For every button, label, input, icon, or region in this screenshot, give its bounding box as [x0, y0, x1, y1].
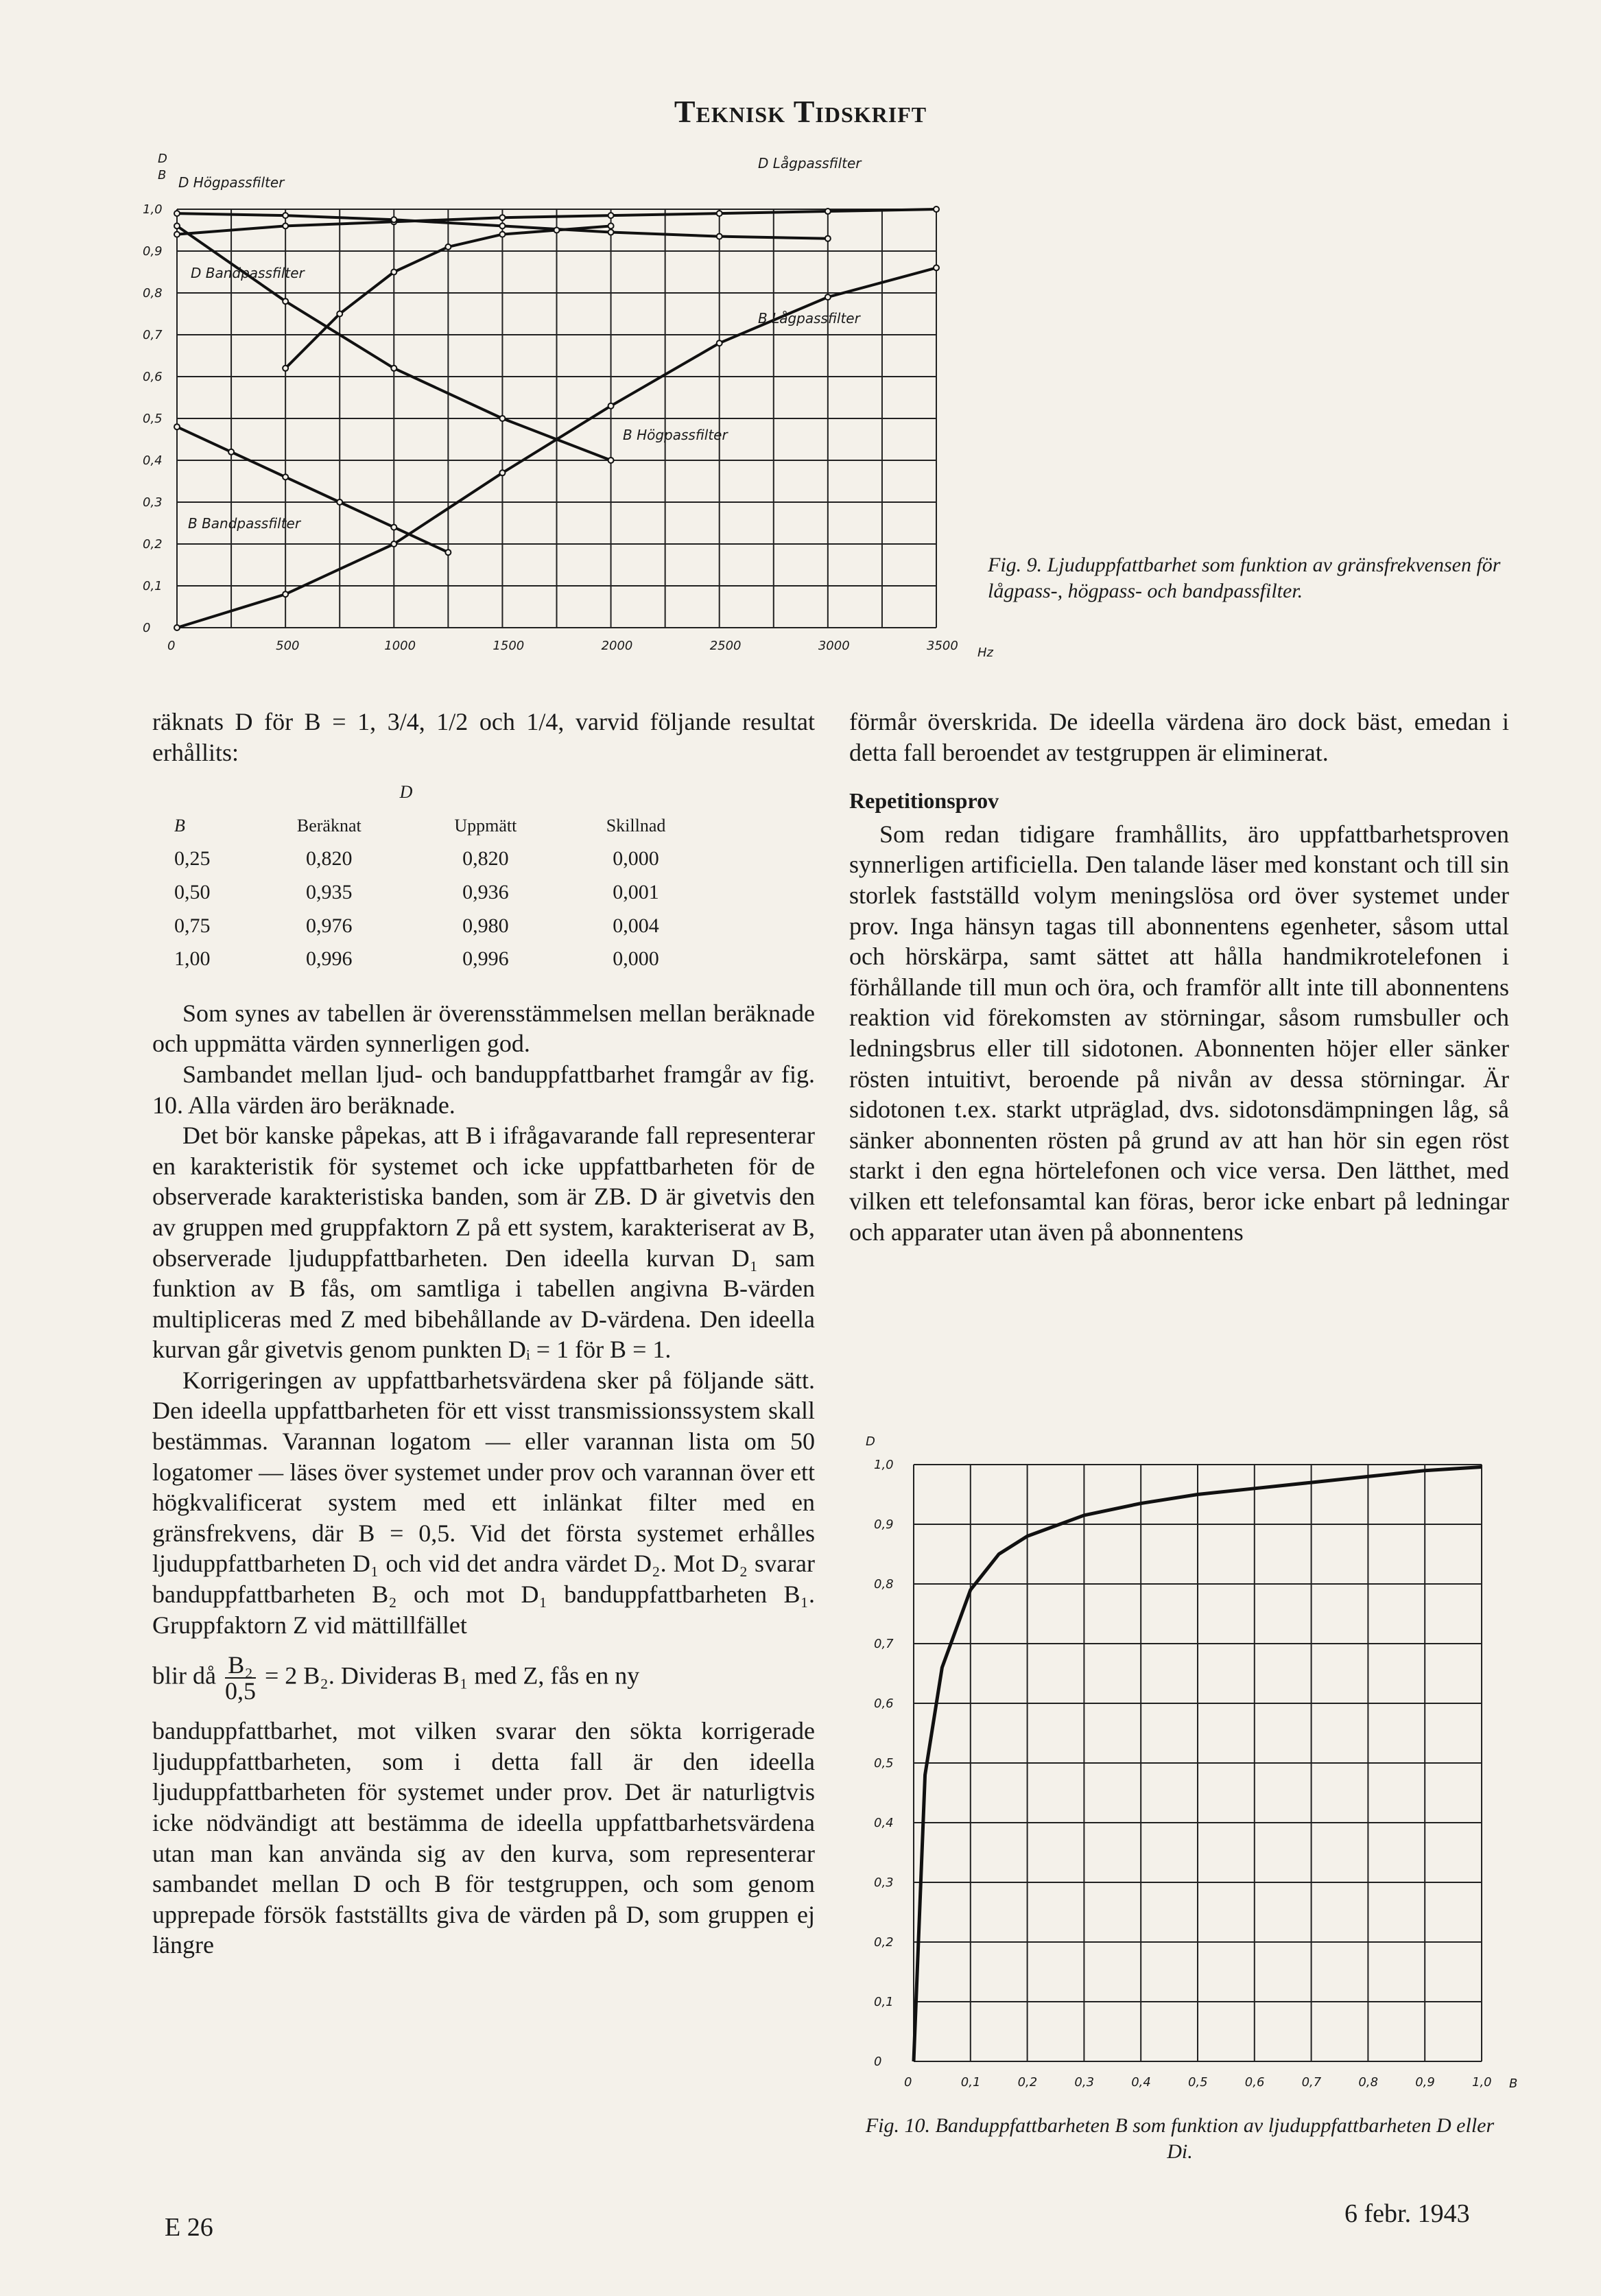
fig9-y-title-b: B: [158, 168, 167, 182]
fig9-caption-num: Fig. 9.: [988, 554, 1043, 576]
fig10-x-tick: 0,5: [1188, 2075, 1208, 2090]
left-p3: Sambandet mellan ljud- och banduppfattbarhet framgår av fig. 10. Alla värden äro beräknade.: [152, 1060, 815, 1119]
label-b-lagpass: B Lågpassfilter: [758, 310, 860, 327]
cell-b: 0,75: [174, 914, 211, 937]
fig9-x-tick: 2000: [601, 639, 633, 653]
fig9-point: [174, 232, 180, 237]
fig9-chart: [137, 147, 1001, 683]
fig9-point: [391, 541, 396, 547]
journal-title: Teknisk Tidskrift: [674, 94, 927, 129]
fig10-y-tick: 0,6: [874, 1696, 894, 1711]
fig10-y-tick: 0,3: [874, 1875, 894, 1890]
fig9-y-tick: 0,8: [143, 286, 163, 300]
fig9-point: [174, 211, 180, 216]
fig9-point: [825, 209, 831, 214]
fig10-y-tick: 0,7: [874, 1637, 894, 1651]
fig9-point: [499, 232, 505, 237]
fig10-x-tick: 0,4: [1131, 2075, 1151, 2090]
fig9-caption-text: Ljuduppfattbarhet som funktion av gränsfrekvensen för lågpass-, högpass- och bandpassfilter.: [988, 554, 1501, 602]
label-d-hogpass: D Högpassfilter: [178, 174, 285, 191]
fig10-caption-text: Banduppfattbarheten B som funktion av ljuduppfattbarheten D eller Di.: [935, 2114, 1495, 2163]
th-b: B: [174, 815, 185, 836]
th-d: D: [399, 782, 413, 803]
cell-skill: 0,000: [613, 847, 659, 871]
fig10-y-tick: 1,0: [874, 1458, 894, 1472]
label-b-bandpass: B Bandpassfilter: [188, 515, 301, 532]
cell-b: 1,00: [174, 947, 211, 971]
fig9-point: [608, 458, 614, 463]
fig9-point: [283, 223, 288, 228]
fig10-x-tick: 1,0: [1472, 2075, 1492, 2090]
cell-ber: 0,820: [306, 847, 353, 871]
equation-line: [152, 1653, 815, 1703]
left-p6: banduppfattbarhet, mot vilken svarar den sökta korrigerade ljuduppfattbarheten, som i detta fall är den ideella ljuduppfattbarheten för systemet under prov. Det är naturligtvis icke nödvändigt att bestämma de ideella uppfattbarhetsvärdena utan man kan använda sig av den kurva, som representerar sambandet mellan D och B för testgruppen, och som genom upprepade försök fastställts giva de värden på D, som gruppen ej längre: [152, 1717, 815, 1959]
fig9-caption: [988, 552, 1509, 604]
fig9-point: [608, 223, 614, 228]
section-heading: Repetitionsprov: [849, 788, 999, 814]
fig9-point: [228, 449, 234, 455]
fig9-x-tick: 3000: [818, 639, 850, 653]
fig10-x-tick: 0,8: [1358, 2075, 1379, 2090]
cell-ber: 0,935: [306, 880, 353, 903]
issue-date: 6 febr. 1943: [1344, 2199, 1470, 2228]
fig10-x-tick: 0,2: [1017, 2075, 1038, 2090]
fig9-y-tick: 0,3: [143, 495, 163, 510]
left-p4: Det bör kanske påpekas, att B i ifrågavarande fall representerar en karakteristik för systemet och icke uppfattbarheten för de observerade karakteristiska banden, som är ZB. D är givetvis den av gruppen med gruppfaktorn Z på ett system, karakteriserat av B, observerade ljuduppfattbarheten. Den ideella kurvan D₁ sam funktion av B fås, om samtliga i tabellen angivna B-värden multipliceras med Z med bibehållande av D-värdena. Den ideella kurvan går givetvis genom punkten Dᵢ = 1 för B = 1.: [152, 1122, 815, 1364]
th-upp: Uppmätt: [454, 815, 517, 836]
fig10-chart: [851, 1430, 1523, 2103]
fig9-point: [499, 215, 505, 220]
fig9-x-unit: Hz: [977, 646, 993, 660]
cell-skill: 0,004: [613, 914, 659, 937]
fig9-point: [717, 340, 722, 346]
fig10-x-title: B: [1509, 2076, 1518, 2091]
fig10-y-tick: 0,4: [874, 1816, 894, 1830]
fig9-point: [283, 591, 288, 597]
fig10-y-tick: 0,9: [874, 1517, 894, 1532]
cell-upp: 0,996: [462, 947, 509, 971]
fig9-point: [391, 525, 396, 530]
fig10-x-tick: 0: [904, 2075, 912, 2090]
left-p2: Som synes av tabellen är överensstämmelsen mellan beräknade och uppmätta värden synnerligen god.: [152, 999, 815, 1058]
fig9-y-tick: 0,2: [143, 537, 163, 552]
eq-pre: blir då: [152, 1661, 216, 1690]
cell-skill: 0,000: [613, 947, 659, 971]
fig10-caption: [851, 2113, 1509, 2165]
fig9-series-b-bandpassfilter: [177, 427, 448, 552]
fig9-point: [391, 217, 396, 222]
fig9-point: [283, 213, 288, 218]
label-b-hogpass: B Högpassfilter: [623, 427, 728, 443]
fig9-y-tick: 1,0: [143, 202, 163, 217]
fig9-x-tick: 2500: [709, 639, 742, 653]
left-p5: Korrigeringen av uppfattbarhetsvärdena sker på följande sätt. Den ideella uppfattbarheten för ett visst transmissionssystem skall bestämmas. Varannan logatom — eller varannan lista om 50 logatomer — läses över systemet under prov och varannan över ett högkvalificerat system med ett inlänkat filter med en gränsfrekvens, där B = 0,5. Vid det första systemet erhålles ljuduppfattbarheten D₁ och vid det andra värdet D₂. Mot D₂ svarar banduppfattbarheten B₂ och mot D₁ banduppfattbarheten B₁. Gruppfaktorn Z vid mättillfället: [152, 1366, 815, 1639]
fig9-y-tick: 0: [143, 621, 151, 635]
th-skill: Skillnad: [606, 815, 666, 836]
fig9-point: [174, 223, 180, 228]
fig9-point: [174, 625, 180, 630]
cell-upp: 0,820: [462, 847, 509, 871]
page-number: E 26: [165, 2213, 213, 2242]
fig10-y-tick: 0,8: [874, 1577, 894, 1591]
eq-num: B₂: [225, 1653, 256, 1679]
cell-ber: 0,976: [306, 914, 353, 937]
table-row: [174, 911, 709, 945]
left-column: [152, 707, 815, 1961]
fig9-point: [554, 228, 560, 233]
fig10-y-tick: 0,2: [874, 1935, 894, 1950]
cell-skill: 0,001: [613, 880, 659, 903]
fig9-point: [445, 244, 451, 250]
eq-post: = 2 B₂. Divideras B₁ med Z, fås en ny: [264, 1661, 640, 1690]
fig9-point: [337, 499, 342, 505]
label-d-lagpass: D Lågpassfilter: [758, 155, 862, 171]
fig10-x-tick: 0,3: [1074, 2075, 1095, 2090]
fig9-x-tick: 3500: [927, 639, 958, 653]
fig9-x-tick: 500: [276, 639, 300, 653]
cell-ber: 0,996: [306, 947, 353, 971]
fig9-point: [283, 298, 288, 304]
eq-den: 0,5: [224, 1677, 256, 1705]
fig9-point: [934, 206, 939, 212]
fig9-x-tick: 0: [167, 639, 176, 653]
fig9-point: [283, 366, 288, 371]
right-p2: Som redan tidigare framhållits, äro uppfattbarhetsproven synnerligen artificiella. Den talande läser med konstant och till sin storlek fastställd volym meningslösa ord över systemet under prov. Inga hänsyn tagas till abonnentens egenheter, såsom uttal och hörskärpa, samt sättet att hålla handmikrotelefonen i förhållande till mun och öra, och framför allt inte till abonnentens reaktion vid förekomsten av störningar, såsom rumsbuller och ledningsbrus eller till sidotonen. Abonnenten höjer eller sänker rösten intuitivt, beroende på nivån av dessa störningar. Är sidotonen t.ex. starkt utpräglad, dvs. sidotonsdämpningen låg, så sänker abonnenten rösten på grund av att han hör sin egen röst starkt i den egna hörtelefonen och vice versa. Den lätthet, med vilken ett telefonsamtal kan föras, beror icke enbart på ledningar och apparater utan även på abonnentens: [849, 820, 1509, 1246]
left-p1: räknats D för B = 1, 3/4, 1/2 och 1/4, varvid följande resultat erhållits:: [152, 708, 815, 766]
fig9-point: [174, 424, 180, 429]
fig9-point: [717, 211, 722, 216]
fig9-point: [337, 311, 342, 317]
fig9-point: [445, 549, 451, 555]
fig9-point: [391, 270, 396, 275]
fig9-y-title-d: D: [158, 152, 167, 166]
right-column: [849, 707, 1509, 1247]
cell-b: 0,25: [174, 847, 211, 871]
table-row: [174, 877, 709, 911]
cell-b: 0,50: [174, 880, 211, 903]
fig9-point: [825, 236, 831, 241]
fig10-caption-num: Fig. 10.: [865, 2114, 930, 2137]
results-table: [174, 777, 709, 978]
fig9-y-tick: 0,7: [143, 328, 163, 342]
fig9-point: [825, 294, 831, 300]
table-row: [174, 844, 709, 877]
fig9-x-tick: 1000: [384, 639, 416, 653]
fig9-point: [391, 366, 396, 371]
fig9-y-tick: 0,6: [143, 370, 163, 384]
fig10-ticks: [874, 1458, 1492, 2090]
eq-fraction: [225, 1653, 256, 1703]
fig10-y-tick: 0: [874, 2055, 882, 2069]
right-p1: förmår överskrida. De ideella värdena äro dock bäst, emedan i detta fall beroendet av testgruppen är eliminerat.: [849, 708, 1509, 766]
fig10-x-tick: 0,6: [1244, 2075, 1265, 2090]
fig9-y-tick: 0,1: [143, 579, 163, 593]
fig9-point: [608, 403, 614, 409]
cell-upp: 0,980: [462, 914, 509, 937]
fig10-y-tick: 0,5: [874, 1756, 894, 1771]
fig9-y-tick: 0,4: [143, 453, 163, 468]
fig9-point: [499, 416, 505, 421]
th-ber: Beräknat: [296, 815, 361, 836]
fig9-point: [717, 234, 722, 239]
fig10-x-tick: 0,9: [1415, 2075, 1435, 2090]
fig10-y-tick: 0,1: [874, 1995, 894, 2009]
fig9-point: [499, 223, 505, 228]
table-row: [174, 944, 709, 978]
fig9-y-tick: 0,9: [143, 244, 163, 259]
fig10-y-title: D: [866, 1434, 875, 1449]
fig9-point: [608, 213, 614, 218]
fig10-x-tick: 0,1: [960, 2075, 981, 2090]
fig9-point: [499, 470, 505, 475]
fig10-x-tick: 0,7: [1301, 2075, 1322, 2090]
fig9-point: [608, 230, 614, 235]
fig9-point: [934, 265, 939, 270]
label-d-bandpass: D Bandpassfilter: [191, 265, 305, 281]
fig9-x-tick: 1500: [493, 639, 525, 653]
fig9-y-tick: 0,5: [143, 412, 163, 426]
fig9-point: [283, 474, 288, 480]
cell-upp: 0,936: [462, 880, 509, 903]
